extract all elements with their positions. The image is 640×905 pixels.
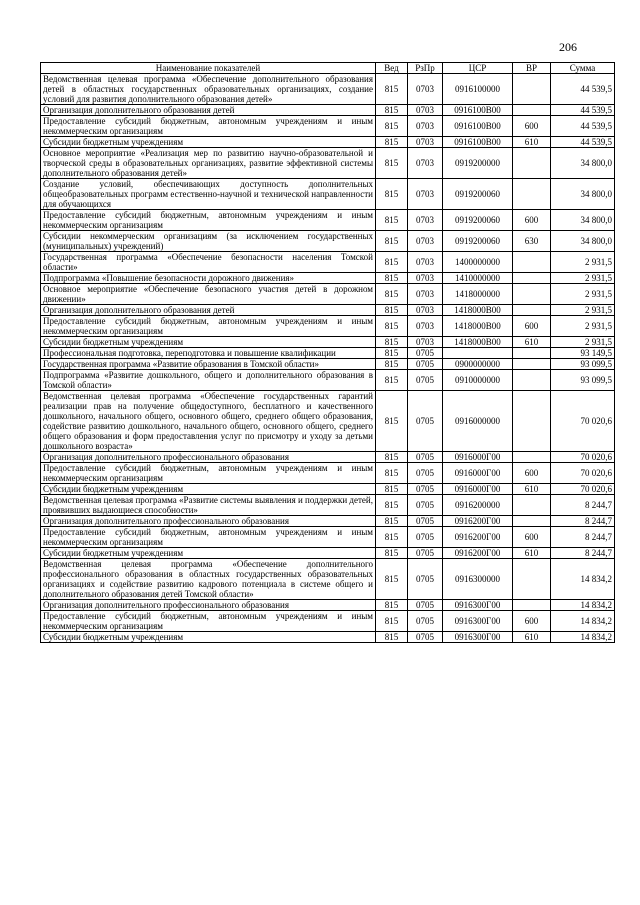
row-sum: 2 931,5 bbox=[551, 284, 615, 305]
row-sum: 8 244,7 bbox=[551, 548, 615, 559]
row-rzpr: 0705 bbox=[408, 452, 443, 463]
row-vr bbox=[513, 348, 551, 359]
row-sum: 14 834,2 bbox=[551, 611, 615, 632]
table-row bbox=[41, 105, 615, 116]
table-row bbox=[41, 137, 615, 148]
row-name: Основное мероприятие «Обеспечение безопасного участия детей в дорожном движении» bbox=[41, 284, 376, 305]
row-sum: 44 539,5 bbox=[551, 137, 615, 148]
row-sum: 34 800,0 bbox=[551, 148, 615, 179]
row-name: Ведомственная целевая программа «Обеспечение государственных гарантий реализации прав на получение общедоступного, бесплатного и качественного дошкольного, начального общего, основного общего, среднего общего образования, содействие развитию дошкольного, начального общего, основного общего, среднего общего образования и форм предоставления услуг по присмотру и уходу за детьми дошкольного возраста» bbox=[41, 391, 376, 452]
row-name: Подпрограмма «Повышение безопасности дорожного движения» bbox=[41, 273, 376, 284]
table-row bbox=[41, 452, 615, 463]
row-vr: 600 bbox=[513, 316, 551, 337]
row-csr: 1418000В00 bbox=[443, 316, 513, 337]
row-csr: 0916300Г00 bbox=[443, 600, 513, 611]
row-rzpr: 0705 bbox=[408, 463, 443, 484]
row-sum: 70 020,6 bbox=[551, 452, 615, 463]
row-csr: 0919200060 bbox=[443, 210, 513, 231]
row-vr: 600 bbox=[513, 611, 551, 632]
budget-table bbox=[40, 62, 615, 643]
row-ved: 815 bbox=[376, 305, 408, 316]
row-vr: 610 bbox=[513, 484, 551, 495]
row-rzpr: 0703 bbox=[408, 148, 443, 179]
table-row bbox=[41, 548, 615, 559]
row-sum: 2 931,5 bbox=[551, 316, 615, 337]
row-name: Организация дополнительного профессионального образования bbox=[41, 600, 376, 611]
row-csr: 1418000В00 bbox=[443, 305, 513, 316]
table-row bbox=[41, 316, 615, 337]
row-csr: 0919200000 bbox=[443, 148, 513, 179]
header-name: Наименование показателей bbox=[41, 63, 376, 74]
row-csr: 0916000Г00 bbox=[443, 452, 513, 463]
row-ved: 815 bbox=[376, 337, 408, 348]
row-ved: 815 bbox=[376, 210, 408, 231]
row-sum: 2 931,5 bbox=[551, 305, 615, 316]
row-ved: 815 bbox=[376, 527, 408, 548]
row-ved: 815 bbox=[376, 231, 408, 252]
row-vr: 600 bbox=[513, 116, 551, 137]
row-ved: 815 bbox=[376, 74, 408, 105]
row-ved: 815 bbox=[376, 370, 408, 391]
row-sum: 14 834,2 bbox=[551, 632, 615, 643]
row-vr bbox=[513, 359, 551, 370]
row-csr: 0916100В00 bbox=[443, 116, 513, 137]
row-sum: 8 244,7 bbox=[551, 527, 615, 548]
row-vr bbox=[513, 148, 551, 179]
row-rzpr: 0705 bbox=[408, 559, 443, 600]
table-row bbox=[41, 116, 615, 137]
table-row bbox=[41, 284, 615, 305]
row-vr bbox=[513, 305, 551, 316]
table-row bbox=[41, 210, 615, 231]
row-rzpr: 0705 bbox=[408, 348, 443, 359]
table-row bbox=[41, 148, 615, 179]
row-rzpr: 0703 bbox=[408, 179, 443, 210]
row-vr: 610 bbox=[513, 632, 551, 643]
row-vr bbox=[513, 600, 551, 611]
row-sum: 2 931,5 bbox=[551, 273, 615, 284]
row-sum: 93 149,5 bbox=[551, 348, 615, 359]
row-name: Организация дополнительного профессионального образования bbox=[41, 452, 376, 463]
row-sum: 8 244,7 bbox=[551, 495, 615, 516]
row-name: Основное мероприятие «Реализация мер по развитию научно-образовательной и творческой среды в образовательных организациях, развитие эффективной системы дополнительного образования детей» bbox=[41, 148, 376, 179]
row-csr: 0900000000 bbox=[443, 359, 513, 370]
row-sum: 14 834,2 bbox=[551, 559, 615, 600]
row-name: Подпрограмма «Развитие дошкольного, общего и дополнительного образования в Томской области» bbox=[41, 370, 376, 391]
row-rzpr: 0705 bbox=[408, 600, 443, 611]
row-ved: 815 bbox=[376, 359, 408, 370]
row-sum: 34 800,0 bbox=[551, 231, 615, 252]
row-ved: 815 bbox=[376, 137, 408, 148]
row-rzpr: 0703 bbox=[408, 231, 443, 252]
row-sum: 14 834,2 bbox=[551, 600, 615, 611]
row-rzpr: 0703 bbox=[408, 284, 443, 305]
table-row bbox=[41, 305, 615, 316]
row-name: Субсидии бюджетным учреждениям bbox=[41, 337, 376, 348]
row-rzpr: 0703 bbox=[408, 252, 443, 273]
row-vr bbox=[513, 391, 551, 452]
row-csr: 0916000000 bbox=[443, 391, 513, 452]
row-rzpr: 0703 bbox=[408, 210, 443, 231]
row-csr: 0916100В00 bbox=[443, 105, 513, 116]
table-row bbox=[41, 559, 615, 600]
row-vr bbox=[513, 252, 551, 273]
table-row bbox=[41, 495, 615, 516]
row-vr: 610 bbox=[513, 137, 551, 148]
row-name: Организация дополнительного образования детей bbox=[41, 305, 376, 316]
row-ved: 815 bbox=[376, 148, 408, 179]
row-csr: 0916200Г00 bbox=[443, 527, 513, 548]
row-vr bbox=[513, 105, 551, 116]
row-sum: 93 099,5 bbox=[551, 359, 615, 370]
row-rzpr: 0703 bbox=[408, 105, 443, 116]
row-vr bbox=[513, 273, 551, 284]
row-vr bbox=[513, 74, 551, 105]
row-vr: 610 bbox=[513, 337, 551, 348]
row-ved: 815 bbox=[376, 516, 408, 527]
row-vr bbox=[513, 559, 551, 600]
row-csr: 0916200Г00 bbox=[443, 548, 513, 559]
row-sum: 44 539,5 bbox=[551, 74, 615, 105]
row-sum: 70 020,6 bbox=[551, 463, 615, 484]
row-ved: 815 bbox=[376, 252, 408, 273]
row-rzpr: 0705 bbox=[408, 527, 443, 548]
row-ved: 815 bbox=[376, 452, 408, 463]
row-vr bbox=[513, 284, 551, 305]
row-ved: 815 bbox=[376, 611, 408, 632]
page-number: 206 bbox=[559, 40, 577, 54]
row-name: Субсидии бюджетным учреждениям bbox=[41, 548, 376, 559]
row-rzpr: 0703 bbox=[408, 116, 443, 137]
table-header-row bbox=[41, 63, 615, 74]
row-name: Профессиональная подготовка, переподготовка и повышение квалификации bbox=[41, 348, 376, 359]
row-ved: 815 bbox=[376, 273, 408, 284]
row-rzpr: 0703 bbox=[408, 305, 443, 316]
row-vr: 610 bbox=[513, 548, 551, 559]
row-name: Создание условий, обеспечивающих доступность дополнительных общеобразовательных программ естественно-научной и технической направленности для обучающихся bbox=[41, 179, 376, 210]
row-rzpr: 0705 bbox=[408, 359, 443, 370]
row-name: Предоставление субсидий бюджетным, автономным учреждениям и иным некоммерческим организациям bbox=[41, 316, 376, 337]
row-ved: 815 bbox=[376, 391, 408, 452]
row-rzpr: 0705 bbox=[408, 516, 443, 527]
table-row bbox=[41, 273, 615, 284]
header-rzpr: РзПр bbox=[408, 63, 443, 74]
row-name: Ведомственная целевая программа «Развитие системы выявления и поддержки детей, проявивших выдающиеся способности» bbox=[41, 495, 376, 516]
row-sum: 8 244,7 bbox=[551, 516, 615, 527]
row-name: Предоставление субсидий бюджетным, автономным учреждениям и иным некоммерческим организациям bbox=[41, 210, 376, 231]
table-row bbox=[41, 74, 615, 105]
row-rzpr: 0703 bbox=[408, 337, 443, 348]
row-ved: 815 bbox=[376, 484, 408, 495]
header-vr: ВР bbox=[513, 63, 551, 74]
row-name: Субсидии бюджетным учреждениям bbox=[41, 137, 376, 148]
row-csr: 0916300Г00 bbox=[443, 632, 513, 643]
row-csr: 0916300Г00 bbox=[443, 611, 513, 632]
row-name: Предоставление субсидий бюджетным, автономным учреждениям и иным некоммерческим организациям bbox=[41, 611, 376, 632]
row-ved: 815 bbox=[376, 632, 408, 643]
table-row bbox=[41, 370, 615, 391]
row-rzpr: 0705 bbox=[408, 495, 443, 516]
header-sum: Сумма bbox=[551, 63, 615, 74]
row-vr bbox=[513, 452, 551, 463]
row-vr: 600 bbox=[513, 463, 551, 484]
row-rzpr: 0705 bbox=[408, 548, 443, 559]
row-ved: 815 bbox=[376, 548, 408, 559]
row-sum: 70 020,6 bbox=[551, 391, 615, 452]
table-row bbox=[41, 179, 615, 210]
row-csr: 0919200060 bbox=[443, 179, 513, 210]
table-row bbox=[41, 337, 615, 348]
row-vr bbox=[513, 370, 551, 391]
row-sum: 2 931,5 bbox=[551, 337, 615, 348]
row-csr: 0916100В00 bbox=[443, 137, 513, 148]
row-vr bbox=[513, 495, 551, 516]
row-name: Предоставление субсидий бюджетным, автономным учреждениям и иным некоммерческим организациям bbox=[41, 527, 376, 548]
row-rzpr: 0705 bbox=[408, 632, 443, 643]
row-ved: 815 bbox=[376, 105, 408, 116]
row-name: Предоставление субсидий бюджетным, автономным учреждениям и иным некоммерческим организациям bbox=[41, 463, 376, 484]
table-row bbox=[41, 463, 615, 484]
row-vr: 600 bbox=[513, 210, 551, 231]
row-rzpr: 0703 bbox=[408, 137, 443, 148]
row-name: Ведомственная целевая программа «Обеспечение дополнительного образования детей в областных государственных образовательных организациях, создание условий для развития дополнительного образования детей» bbox=[41, 74, 376, 105]
row-sum: 34 800,0 bbox=[551, 210, 615, 231]
row-ved: 815 bbox=[376, 495, 408, 516]
row-ved: 815 bbox=[376, 284, 408, 305]
row-name: Субсидии бюджетным учреждениям bbox=[41, 632, 376, 643]
row-csr: 0916300000 bbox=[443, 559, 513, 600]
row-csr: 0916000Г00 bbox=[443, 463, 513, 484]
row-sum: 70 020,6 bbox=[551, 484, 615, 495]
row-csr: 0916000Г00 bbox=[443, 484, 513, 495]
row-csr bbox=[443, 348, 513, 359]
row-csr: 1418000000 bbox=[443, 284, 513, 305]
table-row bbox=[41, 359, 615, 370]
table-row bbox=[41, 611, 615, 632]
row-sum: 34 800,0 bbox=[551, 179, 615, 210]
row-csr: 1400000000 bbox=[443, 252, 513, 273]
row-sum: 2 931,5 bbox=[551, 252, 615, 273]
row-ved: 815 bbox=[376, 348, 408, 359]
row-vr: 600 bbox=[513, 527, 551, 548]
row-rzpr: 0705 bbox=[408, 611, 443, 632]
table-body bbox=[41, 74, 615, 643]
row-ved: 815 bbox=[376, 179, 408, 210]
table-row bbox=[41, 632, 615, 643]
row-name: Организация дополнительного образования детей bbox=[41, 105, 376, 116]
row-csr: 1418000В00 bbox=[443, 337, 513, 348]
row-rzpr: 0705 bbox=[408, 370, 443, 391]
row-csr: 0910000000 bbox=[443, 370, 513, 391]
row-csr: 0916200000 bbox=[443, 495, 513, 516]
row-rzpr: 0705 bbox=[408, 391, 443, 452]
row-sum: 44 539,5 bbox=[551, 116, 615, 137]
row-csr: 1410000000 bbox=[443, 273, 513, 284]
row-vr bbox=[513, 516, 551, 527]
table-row bbox=[41, 391, 615, 452]
row-rzpr: 0703 bbox=[408, 273, 443, 284]
row-ved: 815 bbox=[376, 463, 408, 484]
row-csr: 0916200Г00 bbox=[443, 516, 513, 527]
row-name: Субсидии некоммерческим организациям (за исключением государственных (муниципальных) учреждений) bbox=[41, 231, 376, 252]
table-row bbox=[41, 516, 615, 527]
table-row bbox=[41, 252, 615, 273]
header-csr: ЦСР bbox=[443, 63, 513, 74]
row-name: Предоставление субсидий бюджетным, автономным учреждениям и иным некоммерческим организациям bbox=[41, 116, 376, 137]
row-name: Ведомственная целевая программа «Обеспечение дополнительного профессионального образования в областных государственных образовательных организациях и содействие развитию кадрового потенциала в системе общего и дополнительного образования детей Томской области» bbox=[41, 559, 376, 600]
row-vr: 630 bbox=[513, 231, 551, 252]
row-name: Государственная программа «Обеспечение безопасности населения Томской области» bbox=[41, 252, 376, 273]
header-ved: Вед bbox=[376, 63, 408, 74]
row-ved: 815 bbox=[376, 116, 408, 137]
table-row bbox=[41, 527, 615, 548]
row-ved: 815 bbox=[376, 600, 408, 611]
table-row bbox=[41, 348, 615, 359]
row-sum: 44 539,5 bbox=[551, 105, 615, 116]
row-sum: 93 099,5 bbox=[551, 370, 615, 391]
row-rzpr: 0703 bbox=[408, 316, 443, 337]
row-name: Организация дополнительного профессионального образования bbox=[41, 516, 376, 527]
row-name: Субсидии бюджетным учреждениям bbox=[41, 484, 376, 495]
row-csr: 0916100000 bbox=[443, 74, 513, 105]
row-ved: 815 bbox=[376, 559, 408, 600]
row-ved: 815 bbox=[376, 316, 408, 337]
row-rzpr: 0705 bbox=[408, 484, 443, 495]
table-row bbox=[41, 600, 615, 611]
row-csr: 0919200060 bbox=[443, 231, 513, 252]
row-name: Государственная программа «Развитие образования в Томской области» bbox=[41, 359, 376, 370]
row-vr bbox=[513, 179, 551, 210]
row-rzpr: 0703 bbox=[408, 74, 443, 105]
table-row bbox=[41, 231, 615, 252]
table-row bbox=[41, 484, 615, 495]
